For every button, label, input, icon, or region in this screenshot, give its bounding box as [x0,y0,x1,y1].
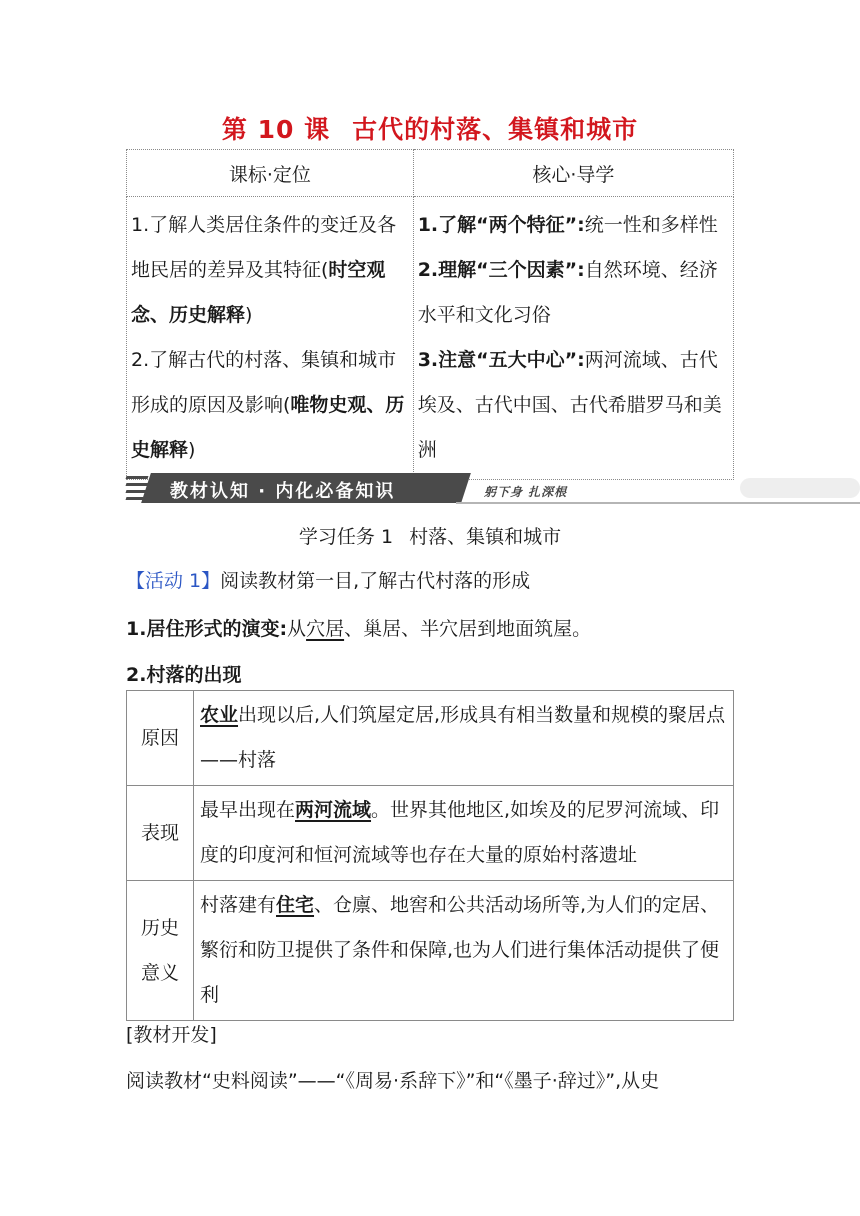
activity-tag: 【活动 1】 [126,570,221,592]
section-2-heading: 2.村落的出现 [126,664,242,686]
section-banner [126,472,860,506]
lesson-number: 第 10 课 [221,115,331,144]
curriculum-cell [127,197,414,480]
header-curriculum: 课标·定位 [127,150,414,197]
section-1: 1.居住形式的演变:从穴居、巢居、半穴居到地面筑屋。 [126,618,592,640]
row-content: 最早出现在两河流域。世界其他地区,如埃及的尼罗河流域、印度的印度河和恒河流域等也存在大量的原始村落遗址 [194,786,734,881]
curriculum-item-2: 2.了解古代的村落、集镇和城市形成的原因及影响(唯物史观、历史解释) [131,349,405,461]
table-row [127,786,734,881]
table-row [127,881,734,1021]
banner-pill [740,478,860,498]
activity-line [126,566,530,593]
curriculum-item-1: 1.了解人类居住条件的变迁及各地民居的差异及其特征(时空观念、历史解释) [131,214,397,326]
row-label: 表现 [127,786,194,881]
core-item-1: 1.了解“两个特征”:统一性和多样性 [417,214,718,236]
banner-divider [456,502,860,504]
core-item-3: 3.注意“五大中心”:两河流域、古代埃及、古代中国、古代希腊罗马和美洲 [417,349,722,461]
banner-subtitle: 躬下身 扎深根 [484,485,568,499]
header-core-guide: 核心·导学 [413,150,733,197]
banner-title: 教材认知 · 内化必备知识 [170,481,396,502]
row-content: 农业出现以后,人们筑屋定居,形成具有相当数量和规模的聚居点——村落 [194,691,734,786]
textbook-dev-label: [教材开发] [126,1024,217,1046]
blank-answer: 穴居 [306,618,345,640]
activity-text: 阅读教材第一目,了解古代村落的形成 [220,570,531,592]
page-title [0,110,860,146]
lesson-name: 古代的村落、集镇和城市 [352,115,639,144]
core-guide-cell [413,197,733,480]
objectives-table [126,149,734,480]
table-row [127,691,734,786]
village-table [126,690,734,1021]
row-content: 村落建有住宅、仓廪、地窖和公共活动场所等,为人们的定居、繁衍和防卫提供了条件和保障,也为人们进行集体活动提供了便利 [194,881,734,1021]
row-label: 历史意义 [127,881,194,1021]
textbook-dev-text: 阅读教材“史料阅读”——“《周易·系辞下》”和“《墨子·辞过》”,从史 [126,1070,660,1092]
task-title: 学习任务 1 村落、集镇和城市 [298,526,562,548]
core-item-2: 2.理解“三个因素”:自然环境、经济水平和文化习俗 [417,259,718,326]
row-label: 原因 [127,691,194,786]
